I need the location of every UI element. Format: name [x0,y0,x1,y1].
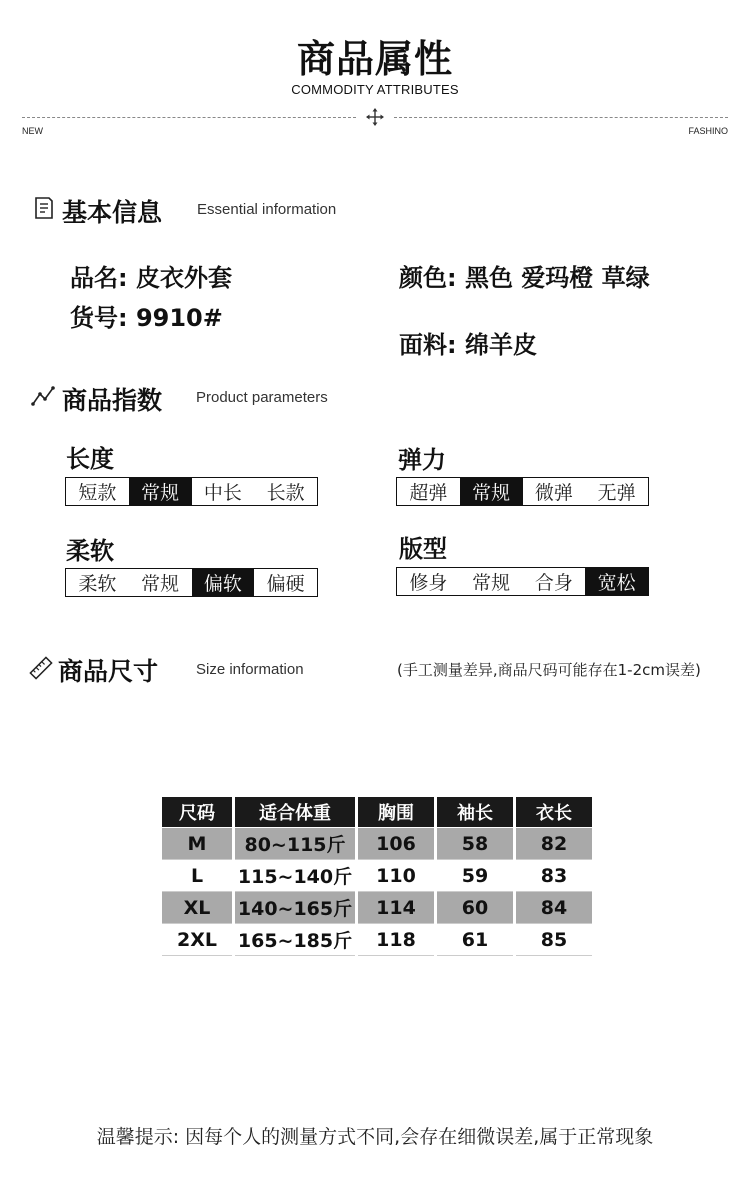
column-header: 尺码 [162,797,232,828]
param-scale-softness [65,568,318,597]
table-cell: 83 [516,860,592,892]
param-option: 常规 [141,573,180,595]
size-table [159,797,595,956]
four-arrow-cross-icon [366,108,384,126]
param-option: 无弹 [597,482,636,504]
table-cell: 115~140斤 [235,860,355,892]
column-header: 袖长 [437,797,513,828]
table-cell: 2XL [162,924,232,956]
page-title: 商品属性 [296,37,453,81]
table-row [162,828,592,860]
param-label-fit: 版型 [399,535,447,563]
param-option: 常规 [460,478,523,505]
table-cell: 61 [437,924,513,956]
table-cell: 59 [437,860,513,892]
param-option: 宽松 [585,568,648,595]
param-option: 中长 [203,482,242,504]
table-header-row [162,797,592,828]
column-header: 衣长 [516,797,592,828]
table-cell: 110 [358,860,434,892]
section-subheading-params: Product parameters [196,389,328,406]
table-cell: 118 [358,924,434,956]
param-label-elasticity: 弹力 [398,446,446,474]
ruler-icon [29,656,53,680]
table-cell: 106 [358,828,434,860]
column-header: 适合体重 [235,797,355,828]
param-option: 偏硬 [266,573,305,595]
table-cell: 80~115斤 [235,828,355,860]
table-cell: 165~185斤 [235,924,355,956]
bottom-tip: 温馨提示: 因每个人的测量方式不同,会存在细微误差,属于正常现象 [96,1126,654,1148]
table-row [162,860,592,892]
trend-line-icon [31,384,55,408]
table-cell: 85 [516,924,592,956]
param-option: 超弹 [409,482,448,504]
param-label-length: 长度 [66,445,114,473]
section-heading-params: 商品指数 [62,386,163,415]
measurement-note: (手工测量差异,商品尺码可能存在1-2cm误差) [397,661,701,679]
divider-right [394,117,728,118]
param-scale-elasticity [396,477,649,506]
table-cell: 114 [358,892,434,924]
tag-new: NEW [22,126,43,136]
param-option: 长款 [266,482,305,504]
item-number: 货号: 9910# [70,304,223,332]
table-cell: 58 [437,828,513,860]
param-label-softness: 柔软 [66,537,114,565]
product-name: 品名: 皮衣外套 [70,264,232,292]
table-row [162,892,592,924]
table-cell: 60 [437,892,513,924]
param-option: 短款 [78,482,117,504]
divider-left [22,117,356,118]
param-scale-length [65,477,318,506]
section-subheading-basic: Essential information [197,201,337,218]
param-option: 常规 [129,478,192,505]
param-option: 修身 [409,572,448,594]
page-subtitle: COMMODITY ATTRIBUTES [291,82,459,97]
section-subheading-size: Size information [196,661,304,678]
product-colors: 颜色: 黑色 爱玛橙 草绿 [399,264,650,292]
param-option: 偏软 [192,569,255,596]
param-option: 常规 [472,572,511,594]
table-cell: L [162,860,232,892]
param-option: 柔软 [78,573,117,595]
section-heading-size: 商品尺寸 [58,657,159,686]
param-scale-fit [396,567,649,596]
param-option: 微弹 [534,482,573,504]
param-option: 合身 [534,572,573,594]
column-header: 胸围 [358,797,434,828]
product-fabric: 面料: 绵羊皮 [399,331,537,359]
tag-fashino: FASHINO [688,126,728,136]
table-cell: 84 [516,892,592,924]
document-icon [32,196,56,220]
section-heading-basic: 基本信息 [62,198,163,227]
table-cell: M [162,828,232,860]
table-row [162,924,592,956]
table-cell: XL [162,892,232,924]
table-cell: 82 [516,828,592,860]
table-cell: 140~165斤 [235,892,355,924]
